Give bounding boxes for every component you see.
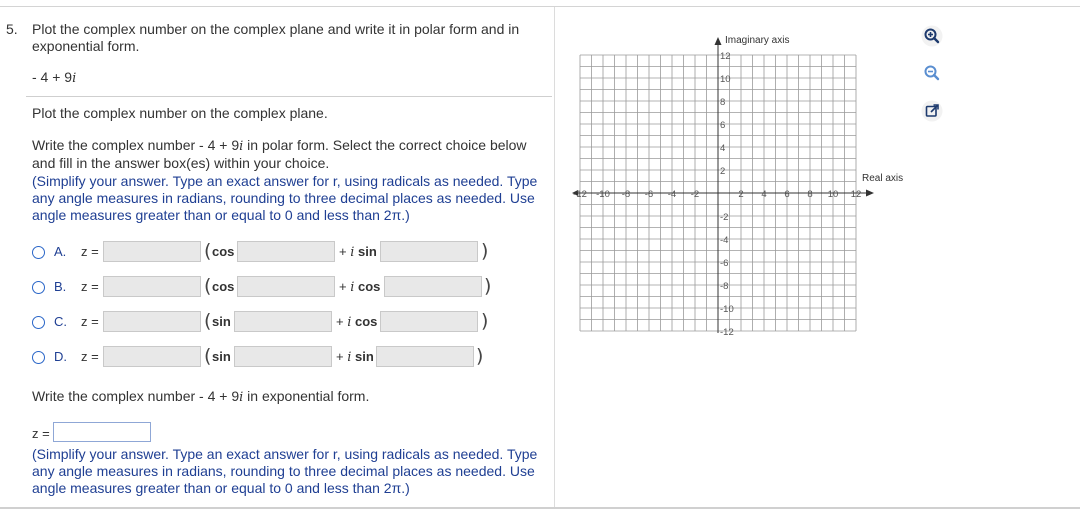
choice-d-plus-sign: + bbox=[336, 349, 348, 364]
choice-a-plus-sign: + bbox=[339, 244, 351, 259]
y-tick-label: -6 bbox=[720, 258, 729, 269]
choice-b-plus-sign: + bbox=[339, 279, 351, 294]
choice-b-r-input[interactable] bbox=[103, 276, 201, 297]
choice-a-letter: A. bbox=[54, 244, 67, 259]
choice-a-radio[interactable] bbox=[32, 246, 45, 259]
choice-d-letter: D. bbox=[54, 349, 67, 364]
choice-c-r-input[interactable] bbox=[103, 311, 201, 332]
choice-d-plus bbox=[336, 349, 374, 365]
x-tick-label: -2 bbox=[690, 189, 700, 200]
choice-a-paren-close: ) bbox=[481, 240, 489, 262]
choice-b-letter: B. bbox=[54, 279, 67, 294]
choice-c-angle1-input[interactable] bbox=[234, 311, 332, 332]
choice-c-radio[interactable] bbox=[32, 316, 45, 329]
choice-a-z: z = bbox=[81, 244, 99, 259]
choice-d-fn1: sin bbox=[212, 349, 231, 364]
polar-instruction-i: i bbox=[239, 139, 244, 154]
y-tick-label: 12 bbox=[720, 51, 731, 62]
choice-a bbox=[32, 241, 552, 265]
choice-d-angle2-input[interactable] bbox=[376, 346, 474, 367]
expression-i: i bbox=[72, 71, 77, 86]
x-tick-label: -8 bbox=[621, 189, 631, 200]
choice-b bbox=[32, 276, 552, 300]
bottom-divider bbox=[0, 507, 1080, 509]
choice-c-paren-close: ) bbox=[481, 310, 489, 332]
imag-axis-label: Imaginary axis bbox=[725, 35, 790, 46]
y-tick-label: 6 bbox=[720, 120, 726, 131]
choice-c bbox=[32, 311, 552, 335]
choice-c-letter: C. bbox=[54, 314, 67, 329]
imag-axis-arrow bbox=[715, 37, 722, 45]
choice-b-plus bbox=[339, 279, 380, 295]
choice-a-plus bbox=[339, 244, 377, 260]
panel-divider bbox=[554, 7, 555, 507]
popout-icon[interactable] bbox=[921, 100, 943, 122]
choice-a-paren-open: ( bbox=[204, 240, 212, 262]
choice-c-fn2: cos bbox=[351, 314, 378, 329]
choice-d-angle1-input[interactable] bbox=[234, 346, 332, 367]
y-tick-label: -8 bbox=[720, 281, 729, 292]
choice-a-angle2-input[interactable] bbox=[380, 241, 478, 262]
top-divider bbox=[0, 6, 1080, 7]
choice-c-z: z = bbox=[81, 314, 99, 329]
choice-d-paren-open: ( bbox=[204, 345, 212, 367]
polar-instruction bbox=[32, 137, 550, 172]
choice-d-i: i bbox=[347, 350, 352, 365]
choice-b-angle1-input[interactable] bbox=[237, 276, 335, 297]
expression-text: - 4 + 9 bbox=[32, 69, 73, 85]
y-tick-label: -4 bbox=[720, 235, 729, 246]
x-tick-label: 2 bbox=[738, 189, 744, 200]
exp-hint: (Simplify your answer. Type an exact answer for r, using radicals as needed. Type any angle measures in radians, rounding to three decimal places as needed. Use angle measures greater than or equal to 0 and less than 2π.) bbox=[32, 446, 538, 496]
choice-a-i: i bbox=[350, 245, 355, 260]
y-tick-label: 4 bbox=[720, 143, 726, 154]
exp-z-label: z = bbox=[32, 426, 50, 441]
choice-a-r-input[interactable] bbox=[103, 241, 201, 262]
choice-a-fn1: cos bbox=[212, 244, 235, 259]
x-tick-label: 10 bbox=[827, 189, 839, 200]
choice-c-paren-open: ( bbox=[204, 310, 212, 332]
plot-instruction: Plot the complex number on the complex plane. bbox=[32, 105, 328, 121]
y-tick-label: 8 bbox=[720, 97, 726, 108]
choice-b-paren-open: ( bbox=[204, 275, 212, 297]
y-tick-label: 2 bbox=[720, 166, 726, 177]
choice-b-paren-close: ) bbox=[484, 275, 492, 297]
real-axis-label: Real axis bbox=[862, 173, 904, 184]
polar-instruction-pre: Write the complex number - 4 + 9 bbox=[32, 137, 240, 153]
section-separator bbox=[26, 96, 552, 97]
y-tick-label: 10 bbox=[720, 74, 731, 85]
polar-hint: (Simplify your answer. Type an exact answer for r, using radicals as needed. Type any angle measures in radians, rounding to three decimal places as needed. Use angle measures greater than or equal to 0 and less than 2π.) bbox=[32, 173, 538, 223]
choice-b-fn1: cos bbox=[212, 279, 235, 294]
choice-b-z: z = bbox=[81, 279, 99, 294]
x-tick-label: -6 bbox=[644, 189, 654, 200]
choice-d-r-input[interactable] bbox=[103, 346, 201, 367]
choice-d-radio[interactable] bbox=[32, 351, 45, 364]
x-tick-label: 12 bbox=[850, 189, 862, 200]
choice-c-plus-sign: + bbox=[336, 314, 348, 329]
choice-a-angle1-input[interactable] bbox=[237, 241, 335, 262]
polar-instruction-post: in polar form. Select the correct choice below and fill in the answer box(es) within your choice. bbox=[32, 137, 527, 171]
real-axis-arrow bbox=[866, 190, 874, 197]
y-tick-label: -2 bbox=[720, 212, 729, 223]
x-tick-label: -4 bbox=[667, 189, 677, 200]
zoom-in-icon[interactable] bbox=[921, 25, 943, 47]
zoom-out-icon[interactable] bbox=[921, 62, 943, 84]
complex-plane[interactable] bbox=[565, 30, 904, 350]
question-number: 5. bbox=[6, 21, 18, 37]
x-tick-label: -10 bbox=[596, 189, 610, 200]
choice-c-angle2-input[interactable] bbox=[380, 311, 478, 332]
choice-d-fn2: sin bbox=[351, 349, 374, 364]
choice-c-fn1: sin bbox=[212, 314, 231, 329]
y-tick-label: -12 bbox=[720, 327, 734, 338]
x-tick-label: 6 bbox=[784, 189, 790, 200]
choice-a-fn2: sin bbox=[354, 244, 377, 259]
choice-d-paren-close: ) bbox=[476, 345, 484, 367]
question-prompt: Plot the complex number on the complex plane and write it in polar form and in exponential form. bbox=[32, 21, 520, 54]
x-tick-label: 8 bbox=[807, 189, 813, 200]
choice-c-i: i bbox=[347, 315, 352, 330]
choice-b-radio[interactable] bbox=[32, 281, 45, 294]
exp-instruction bbox=[32, 388, 550, 406]
exp-instruction-i: i bbox=[239, 390, 244, 405]
complex-expression bbox=[32, 69, 76, 86]
x-tick-label: -12 bbox=[573, 189, 587, 200]
choice-d bbox=[32, 346, 552, 370]
y-tick-label: -10 bbox=[720, 304, 734, 315]
choice-b-angle2-input[interactable] bbox=[384, 276, 482, 297]
choice-b-fn2: cos bbox=[354, 279, 381, 294]
x-tick-label: 4 bbox=[761, 189, 767, 200]
choice-b-i: i bbox=[350, 280, 355, 295]
exp-instruction-post: in exponential form. bbox=[243, 388, 370, 404]
exp-instruction-pre: Write the complex number - 4 + 9 bbox=[32, 388, 240, 404]
exp-answer-input[interactable] bbox=[53, 422, 151, 442]
choice-c-plus bbox=[336, 314, 377, 330]
choice-d-z: z = bbox=[81, 349, 99, 364]
